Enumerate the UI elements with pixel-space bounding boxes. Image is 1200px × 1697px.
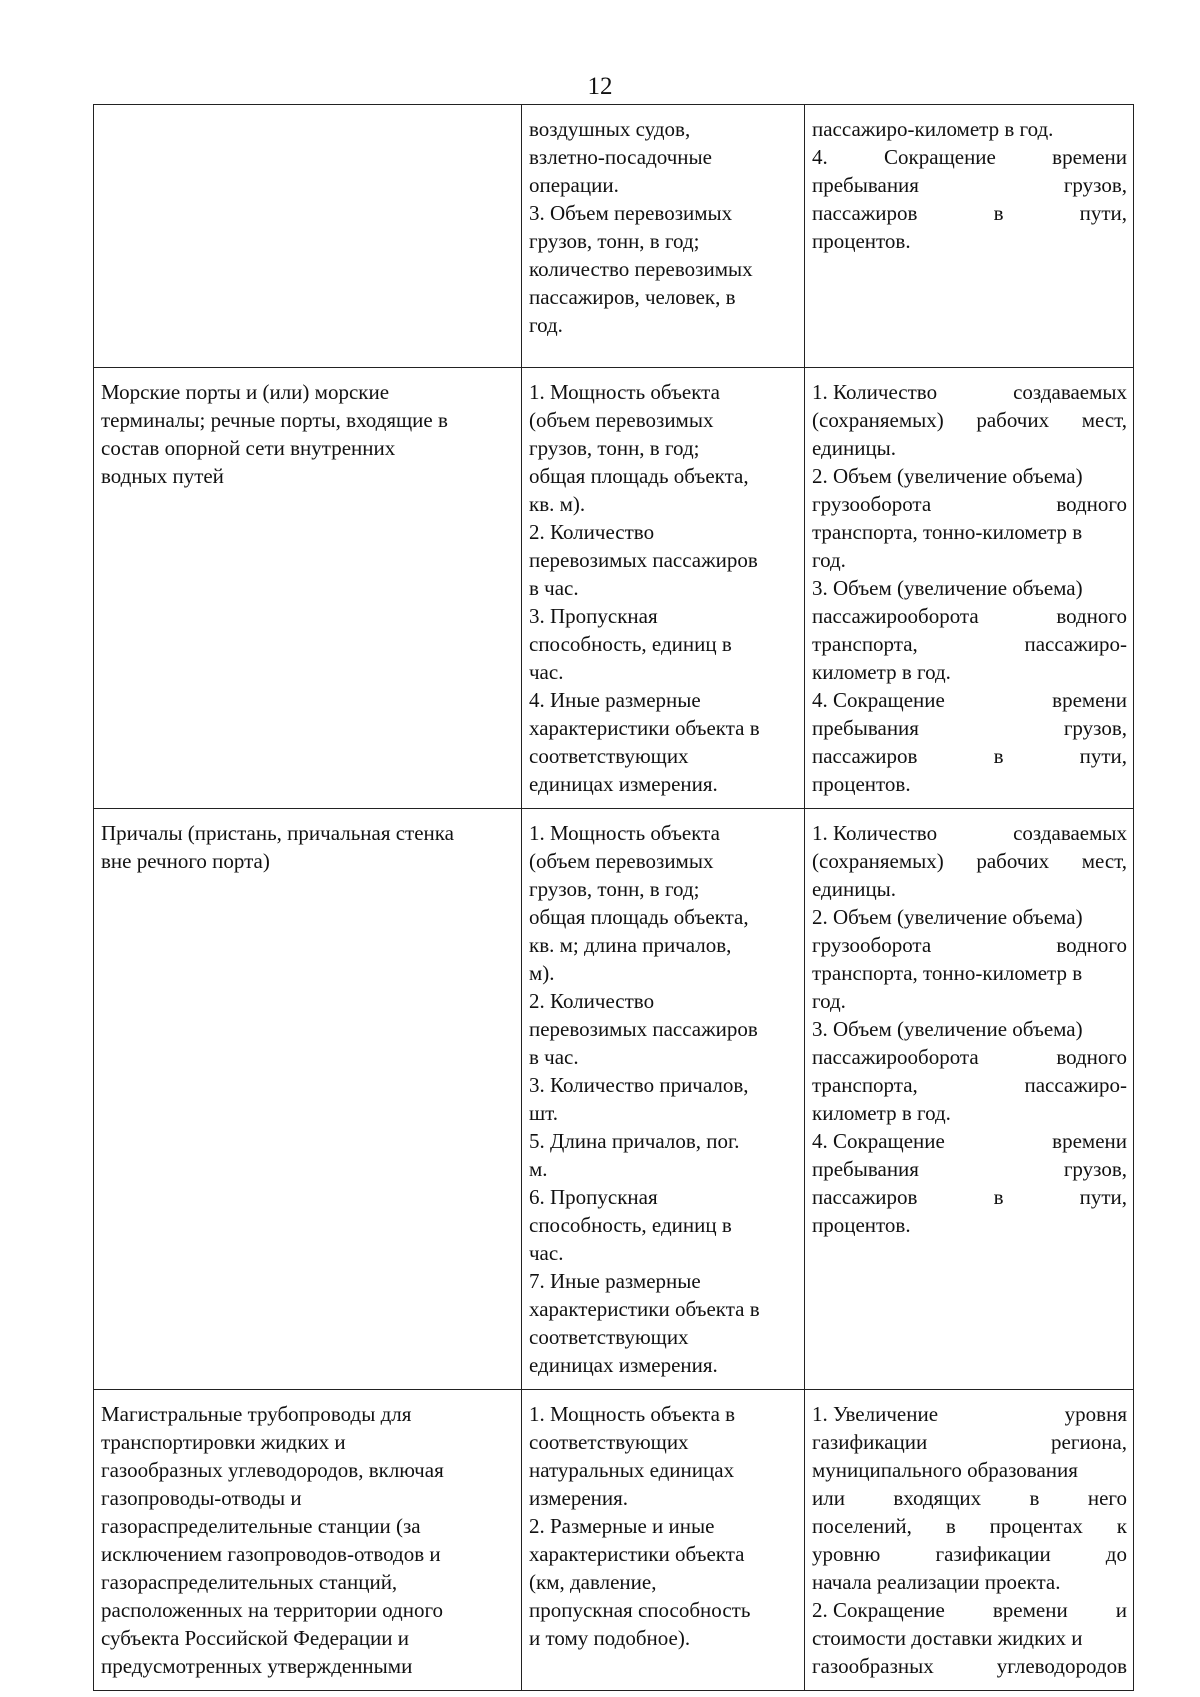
text-line: час. xyxy=(529,1241,564,1265)
text-line: шт. xyxy=(529,1101,559,1125)
text-word: (сохраняемых) xyxy=(812,849,944,873)
text-line xyxy=(812,143,1127,171)
object-type-cell xyxy=(94,105,522,368)
text-word: или xyxy=(812,1486,845,1510)
text-word: процентах xyxy=(989,1514,1083,1538)
text-line: соответствующих xyxy=(529,1325,689,1349)
text-word: входящих xyxy=(893,1486,982,1510)
text-line xyxy=(812,987,1127,1015)
text-line: в час. xyxy=(529,1045,579,1069)
text-line: грузов, тонн, в год; xyxy=(529,877,700,901)
text-line xyxy=(812,1015,1127,1043)
text-word: процентов. xyxy=(812,772,911,796)
text-line: единицах измерения. xyxy=(529,772,718,796)
text-word: уровня xyxy=(1064,1402,1127,1426)
text-line xyxy=(812,171,1127,199)
text-word: пассажирооборота xyxy=(812,604,979,628)
text-word: газификации xyxy=(812,1430,928,1454)
text-word: муниципального образования xyxy=(812,1458,1078,1482)
text-line: операции. xyxy=(529,173,619,197)
text-line xyxy=(812,490,1127,518)
text-word: километр в год. xyxy=(812,1101,951,1125)
text-word: пассажиро- xyxy=(1024,1073,1127,1097)
text-line xyxy=(812,1211,1127,1239)
text-word: пути, xyxy=(1079,1185,1127,1209)
text-word: времени xyxy=(992,1598,1068,1622)
text-word: в xyxy=(1029,1486,1040,1510)
text-word: 4. xyxy=(812,145,828,169)
text-word: 4. Сокращение xyxy=(812,688,945,712)
text-word: пассажиров xyxy=(812,1185,918,1209)
text-line: измерения. xyxy=(529,1486,629,1510)
text-line xyxy=(812,518,1127,546)
text-word: километр в год. xyxy=(812,660,951,684)
text-line xyxy=(812,227,1127,255)
text-line xyxy=(812,1512,1127,1540)
text-line xyxy=(812,1568,1127,1596)
text-line: Морские порты и (или) морские xyxy=(101,380,390,404)
text-line xyxy=(812,819,1127,847)
effects-cell xyxy=(805,368,1134,809)
text-word: 2. Объем (увеличение объема) xyxy=(812,905,1083,929)
text-line: состав опорной сети внутренних xyxy=(101,436,396,460)
text-line xyxy=(812,658,1127,686)
object-type-cell xyxy=(94,1390,522,1691)
text-line xyxy=(812,630,1127,658)
text-word: в xyxy=(945,1514,956,1538)
text-line: 3. Пропускная xyxy=(529,604,658,628)
text-line: газообразных углеводородов, включая xyxy=(101,1458,444,1482)
text-word: рабочих xyxy=(976,849,1050,873)
text-line: перевозимых пассажиров xyxy=(529,1017,758,1041)
text-line: способность, единиц в xyxy=(529,1213,732,1237)
text-line: 1. Мощность объекта xyxy=(529,821,720,845)
text-line: водных путей xyxy=(101,464,224,488)
text-line xyxy=(812,1400,1127,1428)
text-line: и тому подобное). xyxy=(529,1626,691,1650)
text-line xyxy=(812,903,1127,931)
text-word: мест, xyxy=(1081,849,1127,873)
text-line: характеристики объекта в xyxy=(529,716,760,740)
text-line: транспортировки жидких и xyxy=(101,1430,346,1454)
characteristics-cell xyxy=(522,809,805,1390)
text-line xyxy=(812,959,1127,987)
text-line xyxy=(812,115,1127,143)
text-line xyxy=(812,1540,1127,1568)
text-word: 3. Объем (увеличение объема) xyxy=(812,576,1083,600)
text-word: к xyxy=(1116,1514,1127,1538)
text-line: перевозимых пассажиров xyxy=(529,548,758,572)
text-line xyxy=(812,1484,1127,1512)
text-word: в xyxy=(993,1185,1004,1209)
text-line: газопроводы-отводы и xyxy=(101,1486,302,1510)
table-row xyxy=(94,809,1134,1390)
text-line: 1. Мощность объекта в xyxy=(529,1402,736,1426)
text-line: кв. м). xyxy=(529,492,586,516)
effects-cell xyxy=(805,105,1134,368)
table-row xyxy=(94,368,1134,809)
text-line xyxy=(812,546,1127,574)
text-word: создаваемых xyxy=(1013,380,1127,404)
text-line: единицах измерения. xyxy=(529,1353,718,1377)
text-word: 1. Увеличение xyxy=(812,1402,939,1426)
text-word: 1. Количество xyxy=(812,821,938,845)
text-word: 3. Объем (увеличение объема) xyxy=(812,1017,1083,1041)
text-word: поселений, xyxy=(812,1514,912,1538)
text-word: единицы. xyxy=(812,877,897,901)
text-word: 2. Объем (увеличение объема) xyxy=(812,464,1083,488)
text-line: Причалы (пристань, причальная стенка xyxy=(101,821,455,845)
text-line xyxy=(812,714,1127,742)
text-line xyxy=(812,742,1127,770)
text-line xyxy=(812,847,1127,875)
text-line: газораспределительные станции (за xyxy=(101,1514,421,1538)
text-line: м. xyxy=(529,1157,548,1181)
table-row xyxy=(94,1390,1134,1691)
text-word: процентов. xyxy=(812,229,911,253)
text-line: в час. xyxy=(529,576,579,600)
text-line: (км, давление, xyxy=(529,1570,657,1594)
text-line: 2. Количество xyxy=(529,989,655,1013)
text-word: грузооборота xyxy=(812,492,932,516)
text-line: час. xyxy=(529,660,564,684)
text-line: 2. Размерные и иные xyxy=(529,1514,715,1538)
text-line xyxy=(812,1043,1127,1071)
text-line xyxy=(812,602,1127,630)
text-line: вне речного порта) xyxy=(101,849,270,873)
text-word: в xyxy=(993,201,1004,225)
text-word: пути, xyxy=(1079,744,1127,768)
text-line xyxy=(812,1155,1127,1183)
text-word: пассажиров xyxy=(812,201,918,225)
text-word: 2. Сокращение xyxy=(812,1598,945,1622)
text-line: 3. Количество причалов, xyxy=(529,1073,749,1097)
text-word: пребывания xyxy=(812,1157,919,1181)
text-line: (объем перевозимых xyxy=(529,849,714,873)
text-word: водного xyxy=(1056,1045,1127,1069)
text-line xyxy=(812,462,1127,490)
object-type-cell xyxy=(94,809,522,1390)
text-line: субъекта Российской Федерации и xyxy=(101,1626,409,1650)
text-line: общая площадь объекта, xyxy=(529,905,749,929)
text-word: в xyxy=(993,744,1004,768)
text-line xyxy=(812,686,1127,714)
text-word: уровню xyxy=(812,1542,881,1566)
text-word: начала реализации проекта. xyxy=(812,1570,1061,1594)
text-line: 7. Иные размерные xyxy=(529,1269,701,1293)
text-word: единицы. xyxy=(812,436,897,460)
text-line: год. xyxy=(529,313,563,337)
text-word: создаваемых xyxy=(1013,821,1127,845)
page-number: 12 xyxy=(587,73,613,100)
text-line: соответствующих xyxy=(529,1430,689,1454)
text-line: грузов, тонн, в год; xyxy=(529,229,700,253)
text-line: исключением газопроводов-отводов и xyxy=(101,1542,441,1566)
text-word: Сокращение xyxy=(884,145,996,169)
text-line: характеристики объекта в xyxy=(529,1297,760,1321)
text-line: грузов, тонн, в год; xyxy=(529,436,700,460)
text-line: способность, единиц в xyxy=(529,632,732,656)
text-word: пассажирооборота xyxy=(812,1045,979,1069)
text-line xyxy=(812,1456,1127,1484)
text-word: грузов, xyxy=(1063,173,1127,197)
text-line: м). xyxy=(529,961,555,985)
text-word: мест, xyxy=(1081,408,1127,432)
text-line: 3. Объем перевозимых xyxy=(529,201,733,225)
text-line xyxy=(812,1127,1127,1155)
text-word: времени xyxy=(1052,1129,1127,1153)
text-line xyxy=(812,1071,1127,1099)
indicators-table xyxy=(93,104,1134,1691)
text-line xyxy=(812,406,1127,434)
text-word: времени xyxy=(1052,145,1127,169)
text-line: характеристики объекта xyxy=(529,1542,745,1566)
text-word: пребывания xyxy=(812,716,919,740)
text-word: (сохраняемых) xyxy=(812,408,944,432)
text-word: пассажиров xyxy=(812,744,918,768)
text-line xyxy=(812,1183,1127,1211)
text-word: грузов, xyxy=(1063,1157,1127,1181)
text-word: газообразных xyxy=(812,1654,934,1678)
text-word: водного xyxy=(1056,933,1127,957)
text-line: Магистральные трубопроводы для xyxy=(101,1402,412,1426)
text-line xyxy=(812,1624,1127,1652)
text-word: и xyxy=(1115,1598,1127,1622)
effects-cell xyxy=(805,809,1134,1390)
text-word: грузов, xyxy=(1063,716,1127,740)
text-word: грузооборота xyxy=(812,933,932,957)
text-word: пассажиро-километр в год. xyxy=(812,117,1054,141)
text-line xyxy=(812,1596,1127,1624)
text-line: кв. м; длина причалов, xyxy=(529,933,732,957)
text-line xyxy=(812,1099,1127,1127)
text-word: углеводородов xyxy=(996,1654,1127,1678)
text-line xyxy=(812,574,1127,602)
text-word: год. xyxy=(812,989,846,1013)
text-line: натуральных единицах xyxy=(529,1458,735,1482)
text-word: пути, xyxy=(1079,201,1127,225)
text-line: предусмотренных утвержденными xyxy=(101,1654,413,1678)
characteristics-cell xyxy=(522,1390,805,1691)
characteristics-cell xyxy=(522,105,805,368)
text-line: воздушных судов, xyxy=(529,117,691,141)
table-row xyxy=(94,105,1134,368)
text-line: пропускная способность xyxy=(529,1598,751,1622)
text-word: транспорта, xyxy=(812,1073,918,1097)
text-word: год. xyxy=(812,548,846,572)
effects-cell xyxy=(805,1390,1134,1691)
text-word: рабочих xyxy=(976,408,1050,432)
text-line: 5. Длина причалов, пог. xyxy=(529,1129,740,1153)
text-word: стоимости доставки жидких и xyxy=(812,1626,1083,1650)
text-word: водного xyxy=(1056,604,1127,628)
text-word: него xyxy=(1087,1486,1127,1510)
text-line: пассажиров, человек, в xyxy=(529,285,736,309)
text-word: газификации xyxy=(935,1542,1051,1566)
text-line xyxy=(812,1428,1127,1456)
text-line: расположенных на территории одного xyxy=(101,1598,444,1622)
text-word: времени xyxy=(1052,688,1127,712)
text-line: 6. Пропускная xyxy=(529,1185,658,1209)
text-line: терминалы; речные порты, входящие в xyxy=(101,408,448,432)
text-word: процентов. xyxy=(812,1213,911,1237)
text-word: пребывания xyxy=(812,173,919,197)
text-word: транспорта, тонно-километр в xyxy=(812,520,1083,544)
text-line xyxy=(812,434,1127,462)
text-line xyxy=(812,875,1127,903)
text-word: до xyxy=(1105,1542,1127,1566)
text-line xyxy=(812,770,1127,798)
text-line: 1. Мощность объекта xyxy=(529,380,720,404)
text-line xyxy=(812,199,1127,227)
text-word: пассажиро- xyxy=(1024,632,1127,656)
text-word: водного xyxy=(1056,492,1127,516)
text-line: газораспределительных станций, xyxy=(101,1570,398,1594)
object-type-cell xyxy=(94,368,522,809)
text-word: 1. Количество xyxy=(812,380,938,404)
text-word: 4. Сокращение xyxy=(812,1129,945,1153)
text-word: транспорта, тонно-километр в xyxy=(812,961,1083,985)
text-line xyxy=(812,931,1127,959)
text-line: общая площадь объекта, xyxy=(529,464,749,488)
text-line: 4. Иные размерные xyxy=(529,688,701,712)
text-line xyxy=(812,378,1127,406)
text-line: 2. Количество xyxy=(529,520,655,544)
text-word: транспорта, xyxy=(812,632,918,656)
characteristics-cell xyxy=(522,368,805,809)
text-line: количество перевозимых xyxy=(529,257,753,281)
text-line: взлетно-посадочные xyxy=(529,145,712,169)
text-line xyxy=(812,1652,1127,1680)
text-line: (объем перевозимых xyxy=(529,408,714,432)
text-word: региона, xyxy=(1051,1430,1127,1454)
text-line: соответствующих xyxy=(529,744,689,768)
